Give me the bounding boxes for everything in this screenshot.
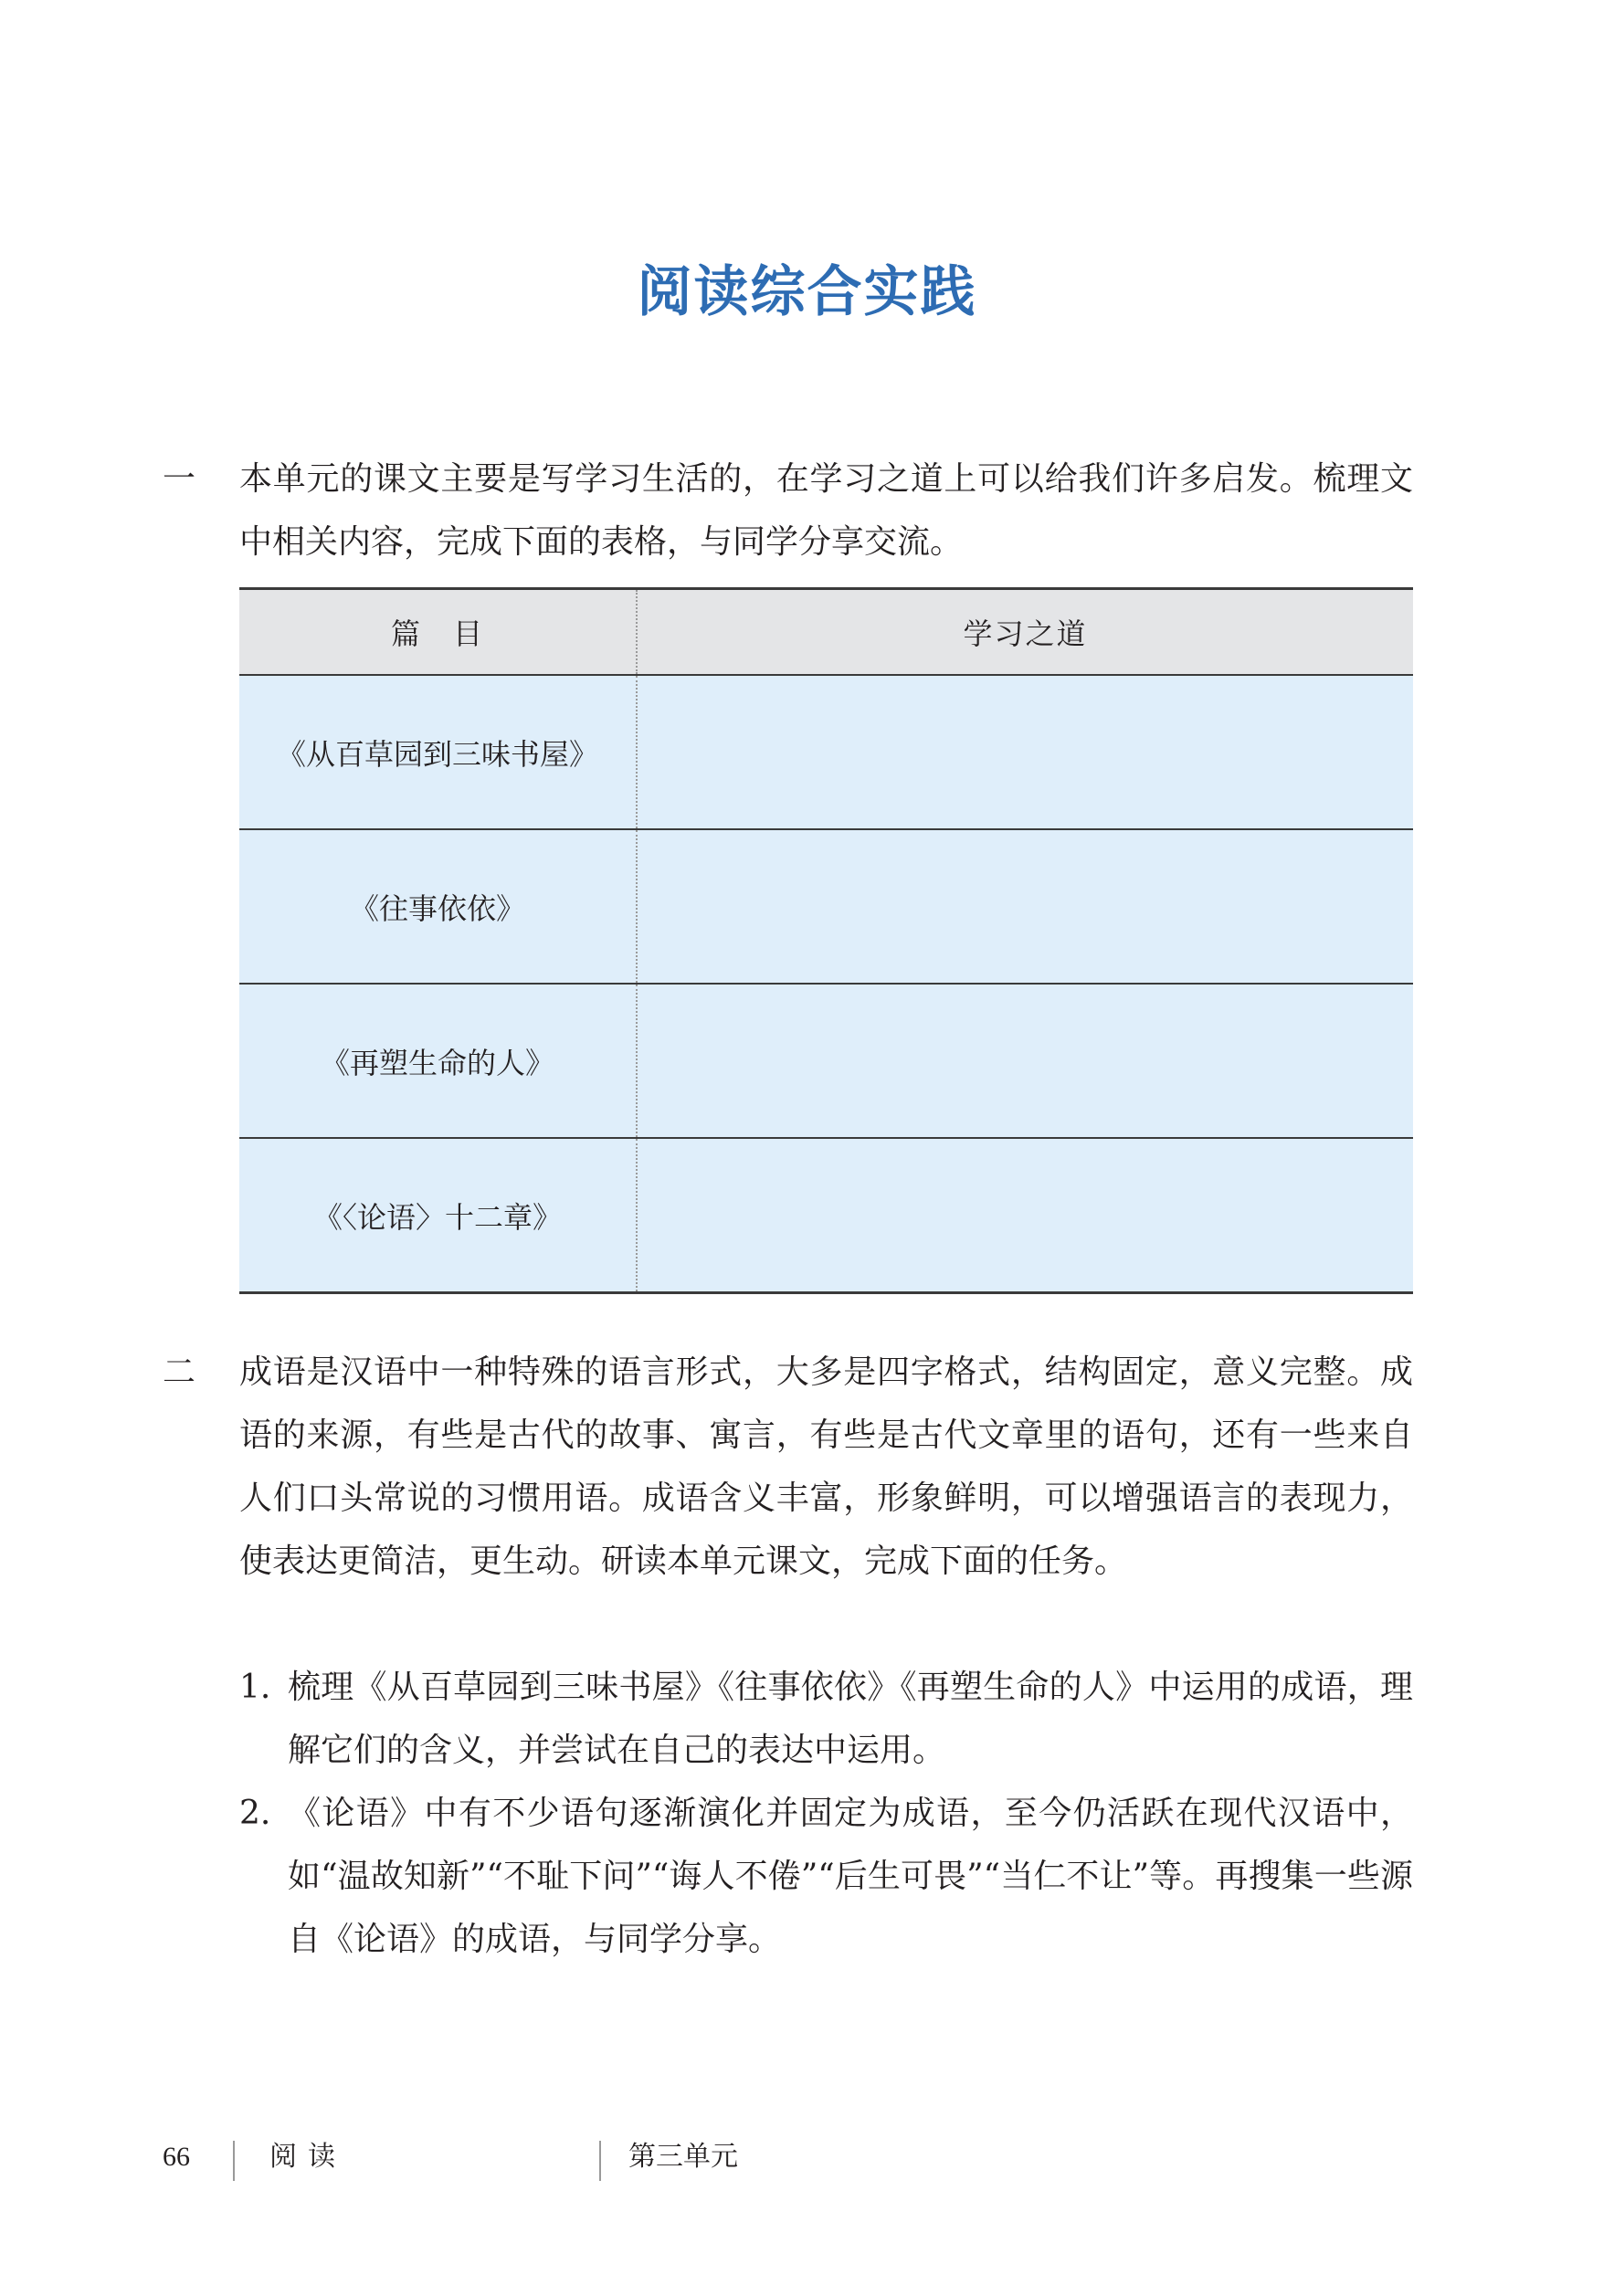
task-item	[239, 1782, 1413, 1971]
task-list	[239, 1656, 1413, 1971]
study-table	[239, 587, 1413, 1294]
section-1-text: 本单元的课文主要是写学习生活的，在学习之道上可以给我们许多启发。梳理文中相关内容，完成下面的表格，与同学分享交流。	[239, 460, 1413, 561]
task-item	[239, 1656, 1413, 1782]
table-row	[239, 1138, 1413, 1293]
table-row	[239, 829, 1413, 984]
footer-divider	[599, 2141, 601, 2181]
task-text: 《论语》中有不少语句逐渐演化并固定为成语，至今仍活跃在现代汉语中，如“温故知新”“不耻下问”“诲人不倦”“后生可畏”“当仁不让”等。再搜集一些源自《论语》的成语，与同学分享。	[288, 1795, 1413, 1958]
column-header-method: 学习之道	[637, 589, 1413, 676]
column-header-title: 篇 目	[239, 589, 637, 676]
table-header-row	[239, 589, 1413, 676]
answer-cell[interactable]	[637, 829, 1413, 984]
task-text: 梳理《从百草园到三味书屋》《往事依依》《再塑生命的人》中运用的成语，理解它们的含义，并尝试在自己的表达中运用。	[288, 1669, 1413, 1769]
lesson-title-cell: 《往事依依》	[239, 829, 637, 984]
page-title: 阅读综合实践	[637, 260, 977, 324]
task-number: 2.	[239, 1795, 271, 1832]
page-number: 66	[163, 2142, 190, 2172]
footer-divider	[233, 2141, 235, 2181]
answer-cell[interactable]	[637, 1138, 1413, 1293]
table-row	[239, 675, 1413, 829]
footer-unit: 第三单元	[628, 2141, 738, 2173]
section-number: 一	[163, 460, 196, 498]
task-number: 1.	[239, 1669, 271, 1706]
section-2-text: 成语是汉语中一种特殊的语言形式，大多是四字格式，结构固定，意义完整。成语的来源，有些是古代的故事、寓言，有些是古代文章里的语句，还有一些来自人们口头常说的习惯用语。成语含义丰富，形象鲜明，可以增强语言的表现力，使表达更简洁，更生动。研读本单元课文，完成下面的任务。	[239, 1353, 1413, 1580]
lesson-title-cell: 《从百草园到三味书屋》	[239, 675, 637, 829]
section-number: 二	[163, 1353, 196, 1391]
answer-cell[interactable]	[637, 984, 1413, 1138]
lesson-title-cell: 《再塑生命的人》	[239, 984, 637, 1138]
lesson-title-cell: 《〈论语〉十二章》	[239, 1138, 637, 1293]
answer-cell[interactable]	[637, 675, 1413, 829]
table-row	[239, 984, 1413, 1138]
footer-section: 阅读	[269, 2141, 346, 2173]
